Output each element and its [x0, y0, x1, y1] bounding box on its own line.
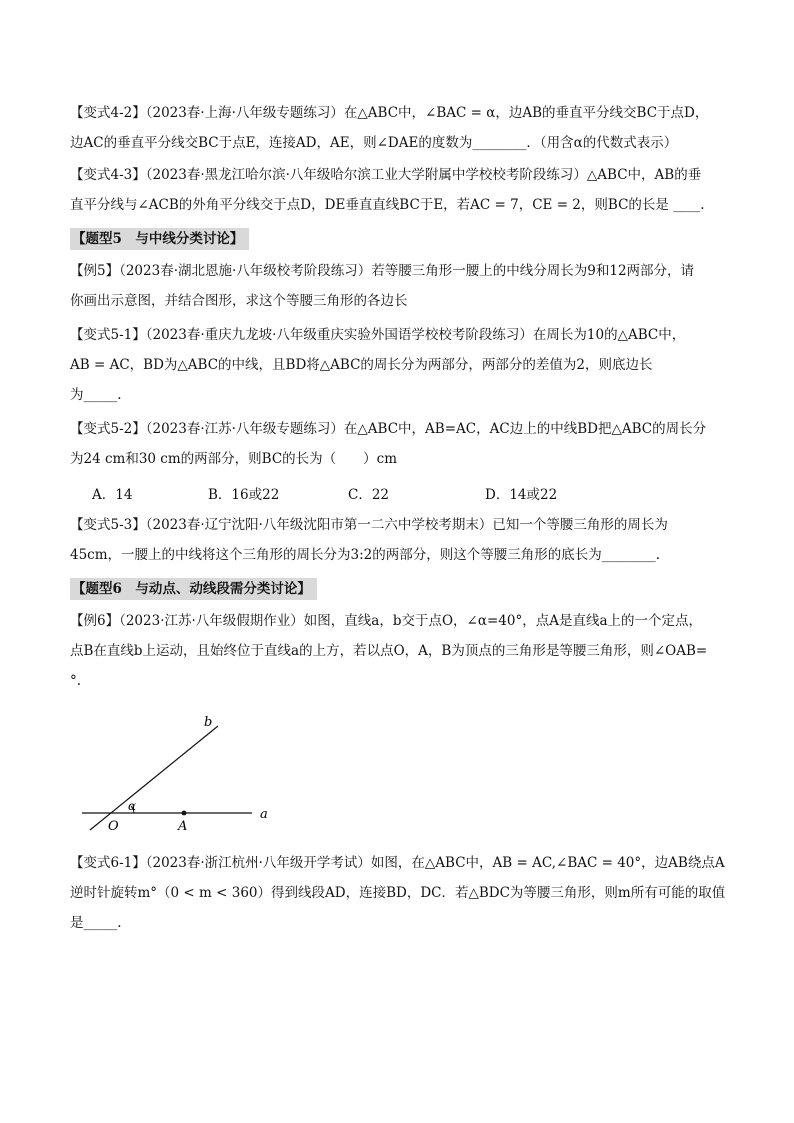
- choice-c: C．22: [348, 487, 390, 503]
- section-heading-6: 【题型6 与动点、动线段需分类讨论】: [70, 578, 317, 600]
- variant-4-2-line-1: 【变式4-2】（2023春·上海·八年级专题练习）在△ABC中，∠BAC = α，边AB的垂直平分线交BC于点D，: [70, 105, 709, 121]
- variant-5-3-line-1: 【变式5-3】（2023春·辽宁沈阳·八年级沈阳市第一二六中学校考期末）已知一个等腰三角形的周长为: [70, 517, 668, 533]
- label-a: a: [260, 807, 268, 822]
- variant-4-3-line-2: 直平分线与∠ACB的外角平分线交于点D，DE垂直直线BC于E，若AC = 7，CE = 2，则BC的长是 ____.: [70, 197, 705, 213]
- line-b: [90, 726, 218, 830]
- variant-5-1-line-3: 为_____.: [70, 387, 122, 403]
- example-5-line-2: 你画出示意图，并结合图形，求这个等腰三角形的各边长: [70, 293, 408, 309]
- example-6-line-1: 【例6】（2023·江苏·八年级假期作业）如图，直线a，b交于点O，∠α=40°，点A是直线a上的一个定点，: [70, 613, 703, 629]
- variant-5-2-line-1: 【变式5-2】（2023春·江苏·八年级专题练习）在△ABC中，AB=AC，AC边上的中线BD把△ABC的周长分: [70, 421, 707, 437]
- choice-b: B．16或22: [208, 487, 280, 503]
- variant-6-1: [70, 848, 730, 938]
- variant-5-1-line-2: AB = AC，BD为△ABC的中线，且BD将△ABC的周长分为两部分，两部分的差值为2，则底边长: [70, 357, 653, 373]
- label-o: O: [108, 819, 119, 834]
- variant-6-1-line-2: 逆时针旋转m°（0 < m < 360）得到线段AD，连接BD，DC．若△BDC为等腰三角形，则m所有可能的取值: [70, 885, 726, 901]
- variant-5-1-line-1: 【变式5-1】（2023春·重庆九龙坡·八年级重庆实验外国语学校校考阶段练习）在周长为10的△ABC中，: [70, 327, 686, 343]
- variant-6-1-line-3: 是_____.: [70, 915, 122, 931]
- label-b: b: [204, 715, 213, 730]
- example-6-line-3: °.: [70, 673, 82, 689]
- section-heading-5: 【题型5 与中线分类讨论】: [70, 228, 249, 250]
- choice-a: A．14: [92, 487, 133, 503]
- variant-4-2-line-2: 边AC的垂直平分线交BC于点E，连接AD，AE，则∠DAE的度数为________．（用含α的代数式表示）: [70, 135, 678, 151]
- choice-d: D．14或22: [485, 487, 558, 503]
- variant-5-2-line-2: 为24 cm和30 cm的两部分，则BC的长为（ ）cm: [70, 451, 398, 467]
- point-a: [182, 811, 187, 816]
- variant-6-1-line-1: 【变式6-1】（2023春·浙江杭州·八年级开学考试）如图，在△ABC中，AB = AC,∠BAC = 40°，边AB绕点A: [70, 855, 725, 871]
- label-point-a: A: [178, 819, 188, 834]
- variant-5-3-line-2: 45cm，一腰上的中线将这个三角形的周长分为3:2的两部分，则这个等腰三角形的底长为________.: [70, 547, 661, 563]
- variant-4-3-line-1: 【变式4-3】（2023春·黑龙江哈尔滨·八年级哈尔滨工业大学附属中学校校考阶段练习）△ABC中，AB的垂: [70, 167, 702, 183]
- example-6-line-2: 点B在直线b上运动，且始终位于直线a的上方，若以点O，A，B为顶点的三角形是等腰三角形，则∠OAB=: [70, 643, 708, 659]
- label-alpha: α: [128, 799, 137, 813]
- example-5-line-1: 【例5】（2023春·湖北恩施·八年级校考阶段练习）若等腰三角形一腰上的中线分周长为9和12两部分，请: [70, 263, 695, 279]
